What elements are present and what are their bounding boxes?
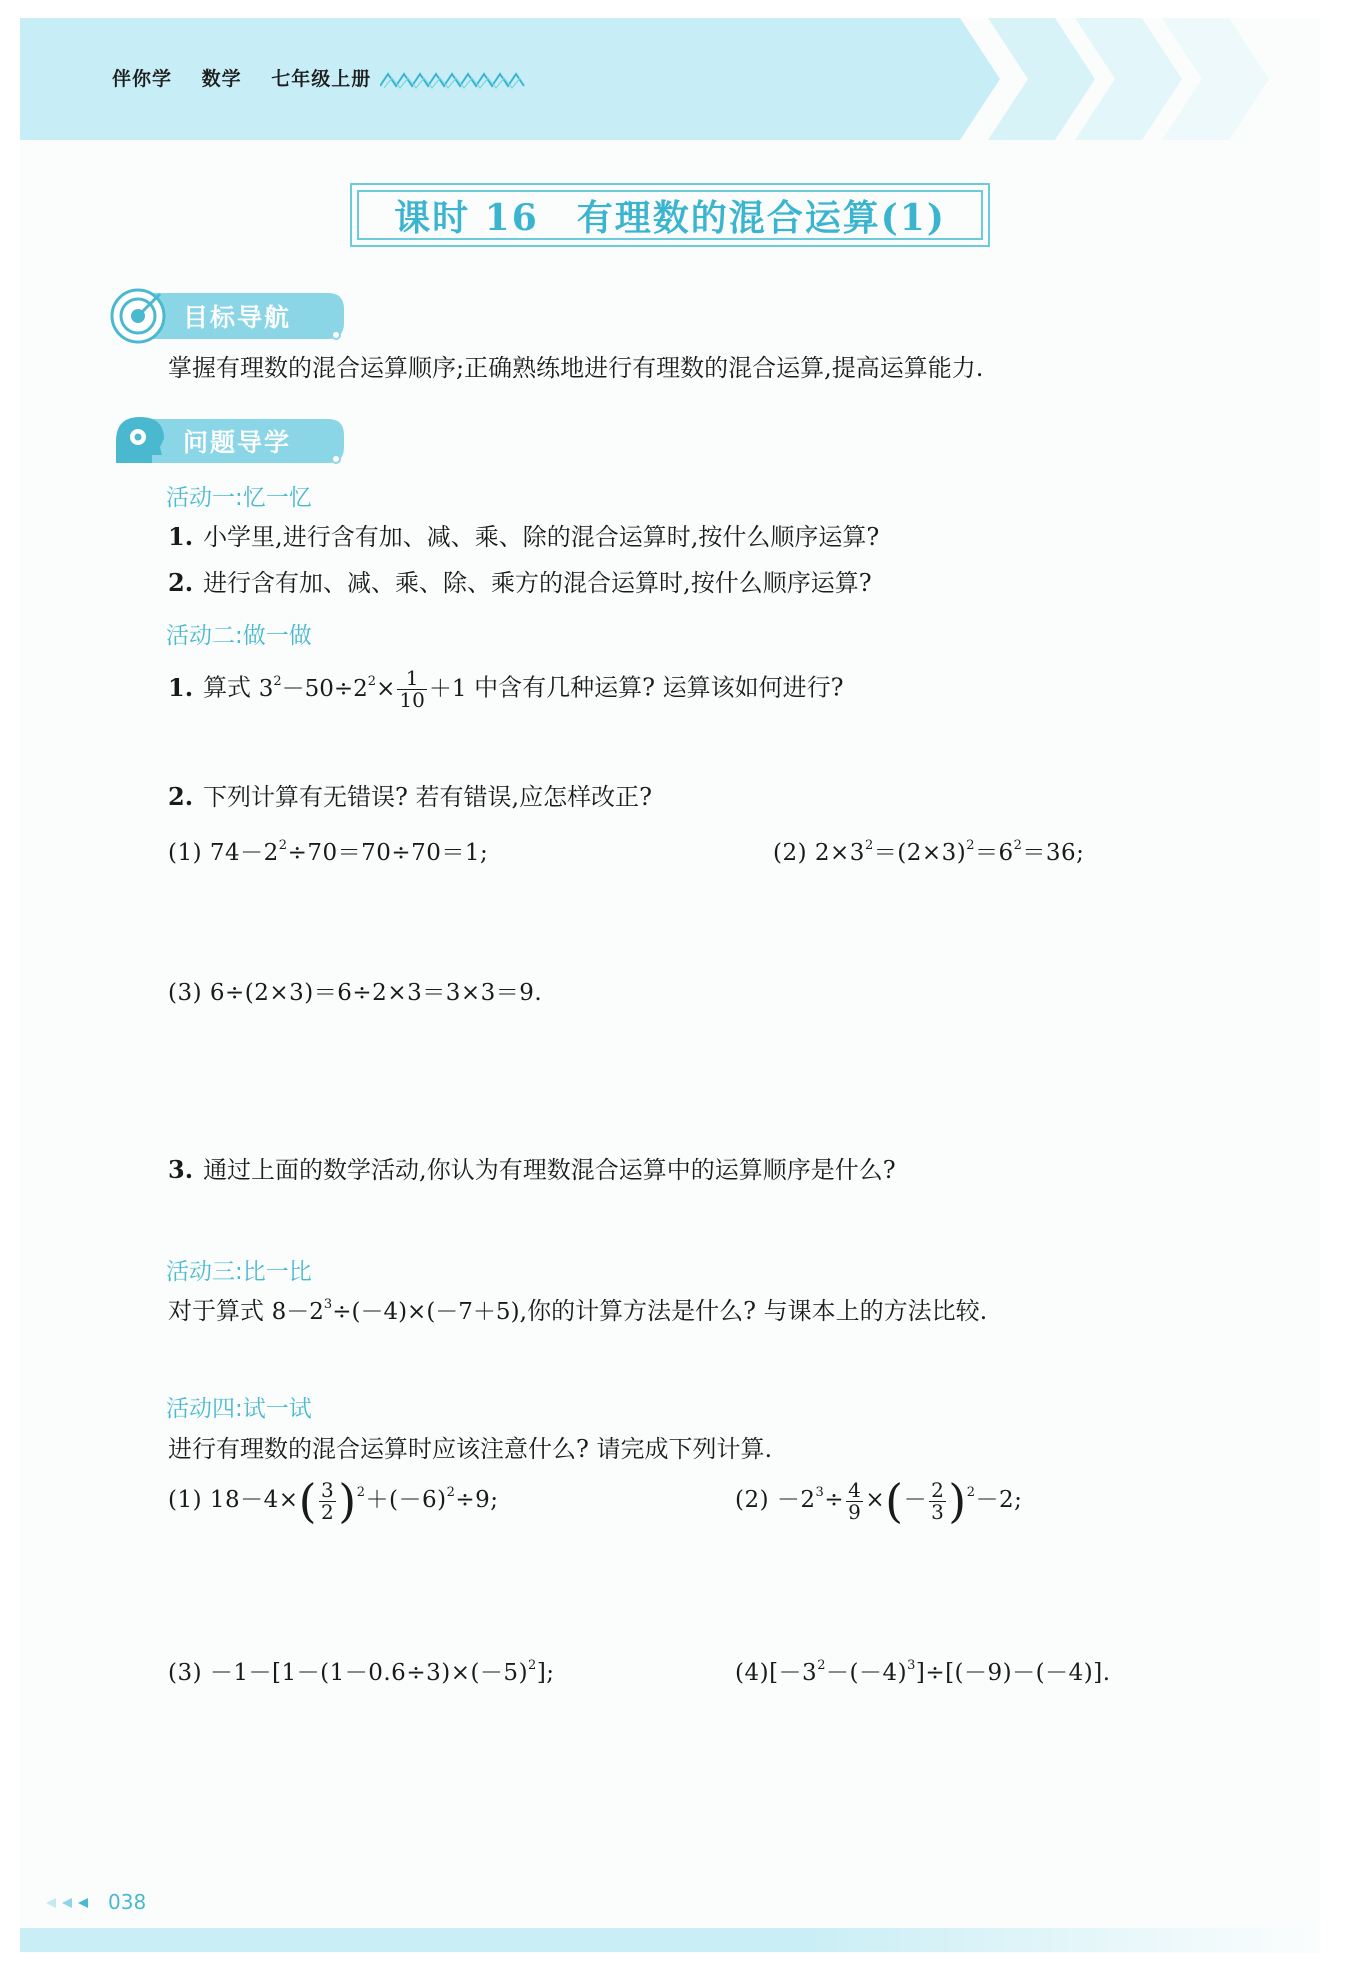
activity2-q1-prefix: 算式 — [203, 673, 252, 702]
activity3-label: 活动三:比一比 — [166, 1259, 312, 1285]
activity2-q1-suffix: 中含有几种运算? 运算该如何进行? — [474, 673, 844, 702]
activity2-q2 — [168, 783, 652, 812]
fraction-three-halves: $\frac{3}{2}$ — [321, 1477, 335, 1524]
activity1-q1-number: 1. — [168, 522, 194, 551]
activity4-calc-3: $(3) -1-[1-(1-0.6\div 3)\times(-5)^2]$; — [168, 1658, 555, 1686]
activity4-calc-1: (1) 18－4×( $\frac{3}{2}$ )$^2+(-6)^2\div 9$; — [168, 1474, 499, 1528]
activity1-q2-number: 2. — [168, 568, 194, 597]
activity4-text: 进行有理数的混合运算时应该注意什么? 请完成下列计算. — [168, 1435, 773, 1463]
activity3-text-suffix: ,你的计算方法是什么? 与课本上的方法比较. — [519, 1297, 988, 1325]
activity2-calc-1: (1) $74-2^2\div 70=70\div 70=1$; — [168, 838, 489, 866]
activity2-q1 — [168, 668, 843, 711]
activity2-calc-2: (2) $2\times 3^2=(2\times 3)^2=6^2=36$; — [773, 838, 1085, 866]
footer-band — [20, 1928, 1320, 1952]
activity2-q3-number: 3. — [168, 1155, 194, 1184]
activity1-label: 活动一:忆一忆 — [166, 485, 312, 511]
activity2-label: 活动二:做一做 — [166, 623, 312, 649]
goals-badge-label: 目标导航 — [183, 303, 292, 332]
activity1-q2 — [168, 569, 872, 598]
activity2-q2-number: 2. — [168, 782, 194, 811]
guide-badge-label: 问题导学 — [183, 428, 292, 457]
lesson-title: 课时 16 有理数的混合运算(1) — [394, 196, 946, 239]
activity2-q1-expression: $3^2-50\div 2^2\times$ $\frac{1}{10}$ ＋1 — [258, 666, 467, 712]
activity4-label: 活动四:试一试 — [166, 1396, 312, 1422]
activity2-q2-text: 下列计算有无错误? 若有错误,应怎样改正? — [203, 783, 653, 811]
activity4-calc-4: $(4)[-3^2-(-4)^3]\div[(-9)-(-4)]$. — [735, 1658, 1111, 1686]
activity4-calc-2: $(2) -2^3\div$ $\frac{4}{9}$ ×(－ $\frac{2}{3}$ )$^2$－2; — [735, 1474, 1023, 1528]
lesson-title-inner — [357, 190, 983, 240]
lesson-title-box — [350, 183, 990, 247]
page-arrows-icon — [46, 1896, 106, 1910]
header-subject: 数学 — [201, 68, 242, 90]
header-text — [112, 64, 393, 91]
activity2-q1-number: 1. — [168, 672, 194, 702]
goals-text: 掌握有理数的混合运算顺序;正确熟练地进行有理数的混合运算,提高运算能力. — [168, 354, 984, 382]
activity1-q1-text: 小学里,进行含有加、减、乘、除的混合运算时,按什么顺序运算? — [203, 523, 880, 551]
activity2-calc-3: (3) 6÷(2×3)＝6÷2×3＝3×3＝9. — [168, 980, 543, 1006]
fraction-two-thirds: $\frac{2}{3}$ — [931, 1477, 945, 1524]
activity3-text-prefix: 对于算式 — [168, 1297, 264, 1325]
activity2-q3-text: 通过上面的数学活动,你认为有理数混合运算中的运算顺序是什么? — [203, 1156, 896, 1184]
header-grade: 七年级上册 — [271, 68, 372, 90]
page-number: 038 — [108, 1890, 147, 1914]
fraction-four-ninths: $\frac{4}{9}$ — [848, 1477, 862, 1524]
fraction-one-tenth: $\frac{1}{10}$ — [399, 666, 425, 712]
activity1-q1 — [168, 523, 879, 552]
activity3-text — [168, 1297, 987, 1327]
activity2-q3 — [168, 1156, 896, 1185]
header-book: 伴你学 — [112, 68, 173, 90]
zigzag-ornament — [380, 70, 525, 90]
activity1-q2-text: 进行含有加、减、乘、除、乘方的混合运算时,按什么顺序运算? — [203, 569, 872, 597]
activity3-expression: $8-2^3\div(-4)\times(-7+5)$ — [271, 1297, 520, 1325]
